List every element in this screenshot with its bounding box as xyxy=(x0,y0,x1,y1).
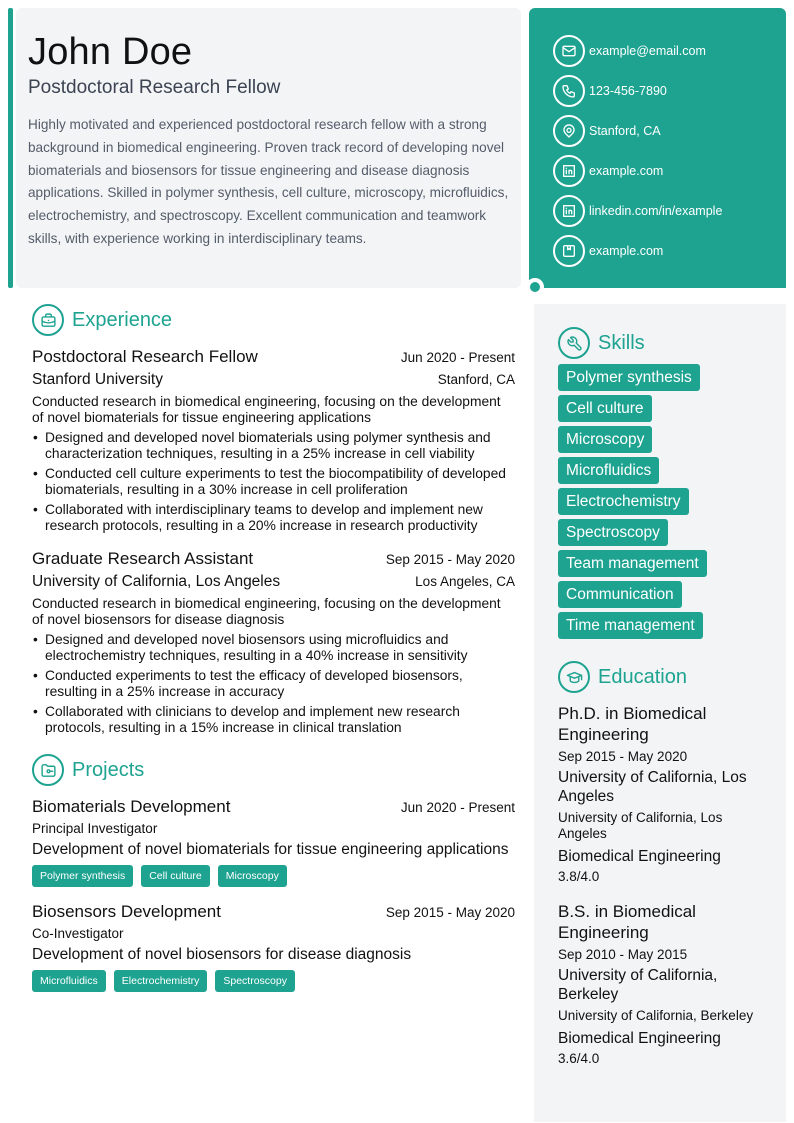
contact-linkedin-text: linkedin.com/in/example xyxy=(589,204,723,218)
project-tags xyxy=(32,970,515,992)
project-name: Biomaterials Development xyxy=(32,797,231,816)
skills-header xyxy=(558,327,786,359)
skill-list xyxy=(558,364,786,643)
edu-date: Sep 2010 - May 2015 xyxy=(558,947,688,962)
skill-tag: Microfluidics xyxy=(558,457,659,484)
job-date: Sep 2015 - May 2020 xyxy=(385,552,515,567)
project-role: Principal Investigator xyxy=(32,821,158,836)
contact-panel xyxy=(529,8,786,288)
sidebar-column xyxy=(534,304,786,1122)
education-entry xyxy=(558,901,786,1070)
projects-title: Projects xyxy=(72,758,145,781)
contact-portfolio[interactable] xyxy=(553,231,786,271)
contact-linkedin[interactable] xyxy=(553,191,786,231)
location-icon xyxy=(553,115,585,147)
linkedin-icon xyxy=(553,155,585,187)
bullet-item: • Designed and developed novel biosensors using microfluidics and electrochemistry techniques, resulting in a 40% increase in sensitivity xyxy=(32,632,515,664)
contact-email[interactable] xyxy=(553,31,786,71)
contact-location-text: Stanford, CA xyxy=(589,124,661,138)
experience-entry xyxy=(32,548,515,736)
edu-institution: University of California, Los Angeles xyxy=(558,769,747,805)
skills-title: Skills xyxy=(598,331,645,354)
contact-location[interactable] xyxy=(553,111,786,151)
mail-icon xyxy=(553,35,585,67)
skill-tag: Communication xyxy=(558,581,682,608)
project-role: Co-Investigator xyxy=(32,926,124,941)
skill-tag: Time management xyxy=(558,612,703,639)
edu-field: Biomedical Engineering xyxy=(558,848,721,865)
bullet-item: • Designed and developed novel biomaterials using polymer synthesis and characterization techniques, resulting in a 25% increase in cell viability xyxy=(32,430,515,462)
edu-date: Sep 2015 - May 2020 xyxy=(558,749,688,764)
bullet-item: • Collaborated with interdisciplinary teams to develop and implement new research protocols, resulting in a 20% increase in research productivity xyxy=(32,502,515,534)
timeline-dot xyxy=(526,278,544,296)
project-tag: Cell culture xyxy=(141,865,210,887)
job-bullets xyxy=(32,430,515,534)
main-column xyxy=(32,304,515,992)
project-date: Jun 2020 - Present xyxy=(400,800,515,815)
contact-website-text: example.com xyxy=(589,164,664,178)
edu-field: Biomedical Engineering xyxy=(558,1030,721,1047)
education-header xyxy=(558,661,786,693)
project-date: Sep 2015 - May 2020 xyxy=(385,905,515,920)
contact-phone-text: 123-456-7890 xyxy=(589,84,667,98)
contact-email-text: example@email.com xyxy=(589,44,706,58)
briefcase-icon xyxy=(32,304,64,336)
candidate-name: John Doe xyxy=(28,31,193,73)
job-description: Conducted research in biomedical engineering, focusing on the development of novel biosensors for disease diagnosis xyxy=(32,596,501,627)
projects-header xyxy=(32,754,515,786)
linkedin-icon xyxy=(553,195,585,227)
header-summary-panel xyxy=(16,8,521,288)
edu-gpa: 3.6/4.0 xyxy=(558,1051,600,1066)
bookmark-icon xyxy=(553,235,585,267)
contact-phone[interactable] xyxy=(553,71,786,111)
edu-degree: B.S. in Biomedical Engineering xyxy=(558,902,696,942)
project-description: Development of novel biosensors for disease diagnosis xyxy=(32,946,412,963)
job-date: Jun 2020 - Present xyxy=(400,350,515,365)
edu-institution-detail: University of California, Los Angeles xyxy=(558,810,723,841)
job-organization: University of California, Los Angeles xyxy=(32,573,281,590)
education-entry xyxy=(558,703,786,888)
project-tag: Microfluidics xyxy=(32,970,106,992)
project-entry xyxy=(32,901,515,992)
project-description: Development of novel biomaterials for tissue engineering applications xyxy=(32,841,509,858)
edu-gpa: 3.8/4.0 xyxy=(558,869,600,884)
project-tag: Electrochemistry xyxy=(114,970,208,992)
project-entry xyxy=(32,796,515,887)
job-location: Los Angeles, CA xyxy=(415,574,515,589)
job-organization: Stanford University xyxy=(32,371,163,388)
wrench-icon xyxy=(558,327,590,359)
phone-icon xyxy=(553,75,585,107)
project-tag: Polymer synthesis xyxy=(32,865,133,887)
job-role: Postdoctoral Research Fellow xyxy=(32,347,258,366)
job-bullets xyxy=(32,632,515,736)
project-name: Biosensors Development xyxy=(32,902,221,921)
bullet-item: • Conducted cell culture experiments to test the biocompatibility of developed biomaterials, resulting in a 30% increase in cell proliferation xyxy=(32,466,515,498)
skill-tag: Microscopy xyxy=(558,426,652,453)
project-tag: Spectroscopy xyxy=(215,970,295,992)
experience-entry xyxy=(32,346,515,534)
bullet-item: • Conducted experiments to test the efficacy of developed biosensors, resulting in a 25% increase in accuracy xyxy=(32,668,515,700)
project-tag: Microscopy xyxy=(218,865,287,887)
candidate-title: Postdoctoral Research Fellow xyxy=(28,77,281,98)
header-accent-bar xyxy=(8,8,13,288)
contact-portfolio-text: example.com xyxy=(589,244,664,258)
edu-institution-detail: University of California, Berkeley xyxy=(558,1008,754,1023)
bullet-item: • Collaborated with clinicians to develop and implement new research protocols, resulting in a 15% increase in clinical translation xyxy=(32,704,515,736)
project-tags xyxy=(32,865,515,887)
folder-icon xyxy=(32,754,64,786)
skill-tag: Cell culture xyxy=(558,395,652,422)
edu-degree: Ph.D. in Biomedical Engineering xyxy=(558,704,707,744)
skill-tag: Electrochemistry xyxy=(558,488,689,515)
job-role: Graduate Research Assistant xyxy=(32,549,254,568)
skill-tag: Team management xyxy=(558,550,707,577)
skill-tag: Polymer synthesis xyxy=(558,364,700,391)
contact-website[interactable] xyxy=(553,151,786,191)
education-title: Education xyxy=(598,665,687,688)
job-location: Stanford, CA xyxy=(437,372,515,387)
summary-text: Highly motivated and experienced postdoctoral research fellow with a strong background in biomedical engineering. Proven track record of developing novel biomaterials and biosensors for tissue engineering and disease diagnosis applications. Skilled in polymer synthesis, cell culture, microscopy, microfluidics, electrochemistry, and spectroscopy. Excellent communication and teamwork skills, with experience working in interdisciplinary teams. xyxy=(28,117,509,246)
job-description: Conducted research in biomedical engineering, focusing on the development of novel biomaterials for tissue engineering applications xyxy=(32,394,501,425)
graduation-cap-icon xyxy=(558,661,590,693)
experience-header xyxy=(32,304,515,336)
skill-tag: Spectroscopy xyxy=(558,519,668,546)
edu-institution: University of California, Berkeley xyxy=(558,967,718,1003)
experience-title: Experience xyxy=(72,308,173,331)
